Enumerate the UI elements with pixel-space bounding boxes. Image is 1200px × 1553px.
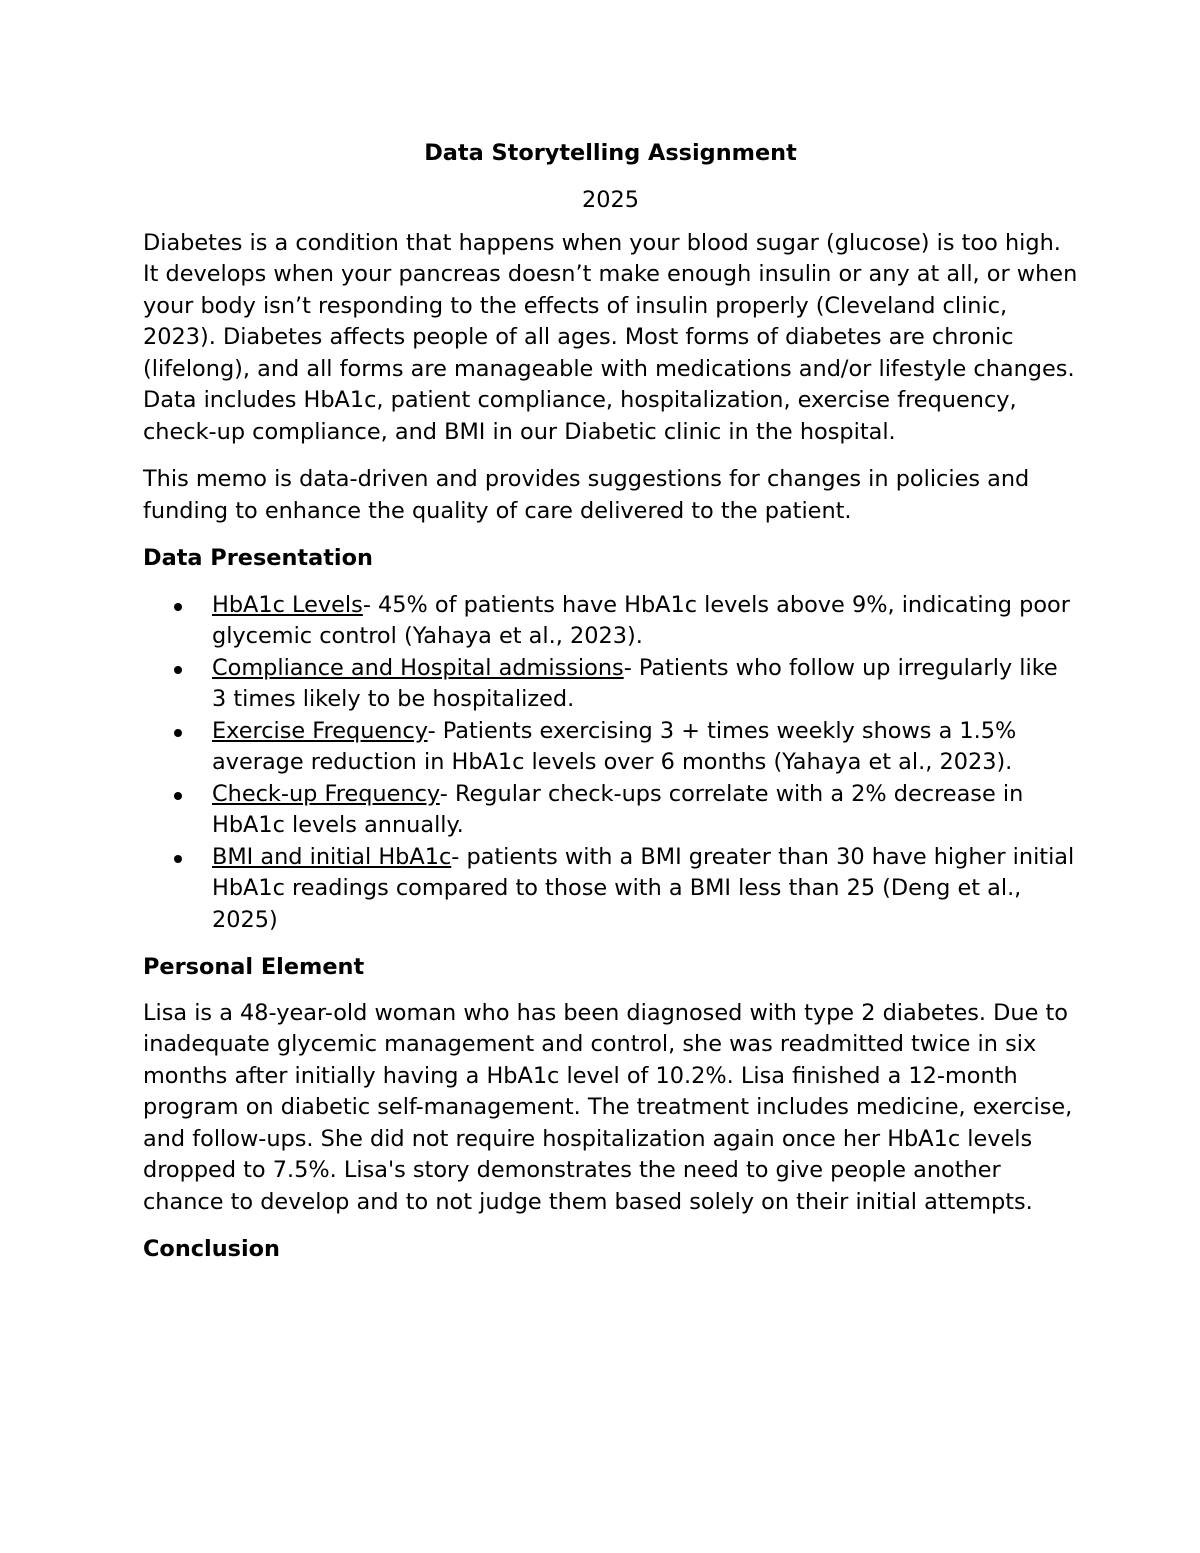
personal-element-paragraph: Lisa is a 48-year-old woman who has been diagnosed with type 2 diabetes. Due to inadequate glycemic management and control, she was readmitted twice in six months after initially having a HbA1c level of 10.2%. Lisa finished a 12-month program on diabetic self-management. The treatment includes medicine, exercise, and follow-ups. She did not require hospitalization again once her HbA1c levels dropped to 7.5%. Lisa's story demonstrates the need to give people another chance to develop and to not judge them based solely on their initial attempts.	[143, 999, 1073, 1215]
personal-element-heading: Personal Element	[143, 954, 365, 980]
list-item-text: - patients with a BMI greater than 30 have higher initial HbA1c readings compared to those with a BMI less than 25 (Deng et al., 2025)	[212, 843, 1075, 933]
document-page	[143, 138, 1078, 1266]
list-item-term: HbA1c Levels	[212, 591, 363, 618]
list-item-text: - 45% of patients have HbA1c levels above 9%, indicating poor glycemic control (Yahaya et al., 2023).	[212, 591, 1070, 649]
memo-paragraph: This memo is data-driven and provides suggestions for changes in policies and funding to enhance the quality of care delivered to the patient.	[143, 466, 1030, 524]
list-item-term: BMI and initial HbA1c	[212, 843, 452, 870]
data-presentation-list	[143, 590, 1078, 937]
list-item-text: - Patients who follow up irregularly like 3 times likely to be hospitalized.	[212, 654, 1058, 712]
list-item-term: Exercise Frequency	[212, 717, 428, 744]
list-item-text: - Patients exercising 3 + times weekly shows a 1.5% average reduction in HbA1c levels over 6 months (Yahaya et al., 2023).	[212, 717, 1017, 775]
intro-paragraph: Diabetes is a condition that happens when your blood sugar (glucose) is too high. It develops when your pancreas doesn’t make enough insulin or any at all, or when your body isn’t responding to the effects of insulin properly (Cleveland clinic, 2023). Diabetes affects people of all ages. Most forms of diabetes are chronic (lifelong), and all forms are manageable with medications and/or lifestyle changes. Data includes HbA1c, patient compliance, hospitalization, exercise frequency, check-up compliance, and BMI in our Diabetic clinic in the hospital.	[143, 229, 1078, 445]
bullet-icon	[174, 855, 182, 863]
list-item	[143, 779, 1078, 842]
bullet-icon	[174, 729, 182, 737]
document-title: Data Storytelling Assignment	[424, 140, 797, 166]
bullet-icon	[174, 792, 182, 800]
conclusion-heading: Conclusion	[143, 1236, 280, 1262]
list-item-term: Check-up Frequency	[212, 780, 440, 807]
list-item	[143, 653, 1078, 716]
list-item-term: Compliance and Hospital admissions	[212, 654, 624, 681]
document-year: 2025	[582, 187, 639, 213]
list-item	[143, 716, 1078, 779]
list-item	[143, 842, 1078, 937]
list-item-text: - Regular check-ups correlate with a 2% decrease in HbA1c levels annually.	[212, 780, 1024, 838]
bullet-icon	[174, 666, 182, 674]
bullet-icon	[174, 603, 182, 611]
data-presentation-heading: Data Presentation	[143, 545, 373, 571]
list-item	[143, 590, 1078, 653]
